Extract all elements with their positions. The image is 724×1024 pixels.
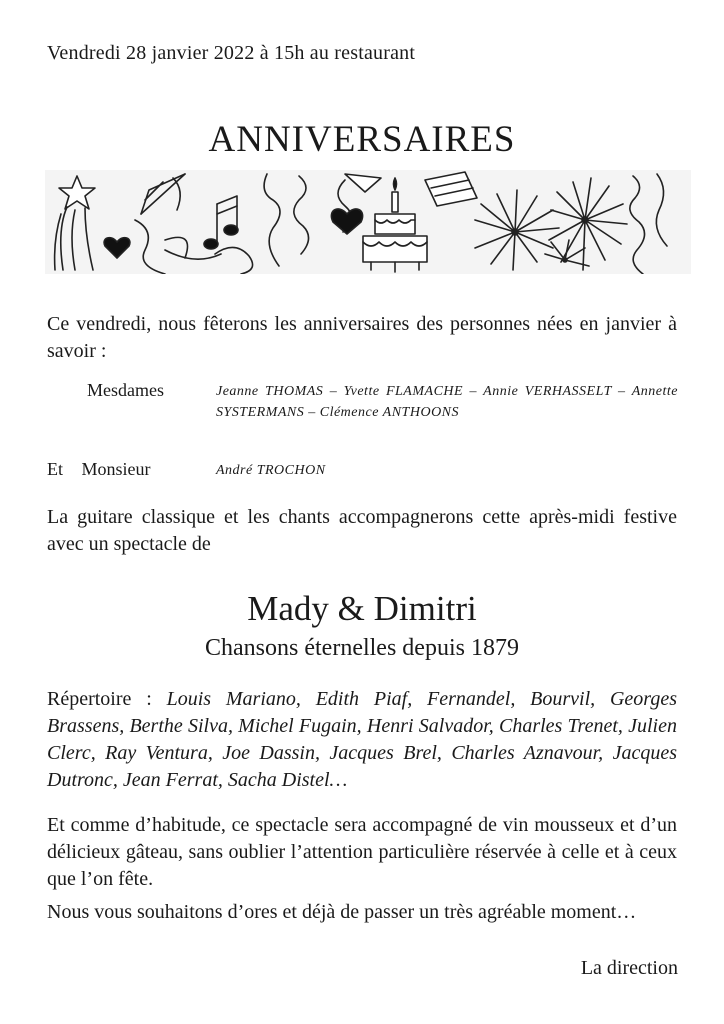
flag-icon — [141, 174, 185, 214]
heart-icon — [331, 209, 362, 234]
intro-paragraph: Ce vendredi, nous fêterons les anniversaires des personnes nées en janvier à savoir : — [47, 313, 677, 362]
men-label: Et Monsieur — [47, 459, 151, 479]
closing-paragraph: Et comme d’habitude, ce spectacle sera accompagné de vin mousseux et d’un délicieux gâteau, sans oublier l’attention particulière réservée à celle et à ceux que l’on fête. — [47, 814, 677, 890]
artist-name: Mady & Dimitri — [247, 589, 477, 628]
men-names: André TROCHON — [216, 463, 326, 478]
women-names: Jeanne THOMAS – Yvette FLAMACHE – Annie VERHASSELT – Annette SYSTERMANS – Clémence ANTHOONS — [216, 384, 678, 420]
heart-icon — [104, 238, 130, 258]
wishes-paragraph: Nous vous souhaitons d’ores et déjà de passer un très agréable moment… — [47, 901, 637, 923]
firework-icon — [475, 178, 627, 270]
flag-icon — [345, 172, 477, 206]
women-label: Mesdames — [87, 380, 164, 400]
page-title: ANNIVERSAIRES — [208, 119, 516, 160]
birthday-cake-icon — [363, 178, 427, 272]
repertoire-paragraph — [47, 686, 677, 794]
music-note-icon — [204, 196, 238, 249]
announcement-paragraph: La guitare classique et les chants accompagnerons cette après-midi festive avec un spectacle de — [47, 506, 677, 555]
event-dateline: Vendredi 28 janvier 2022 à 15h au restaurant — [47, 42, 416, 64]
show-subtitle: Chansons éternelles depuis 1879 — [205, 635, 519, 661]
signature: La direction — [580, 957, 678, 979]
repertoire-label: Répertoire : — [47, 688, 167, 710]
repertoire-list: Louis Mariano, Edith Piaf, Fernandel, Bourvil, Georges Brassens, Berthe Silva, Michel Fugain, Henri Salvador, Charles Trenet, Julien Clerc, Ray Ventura, Joe Dassin, Jacques Brel, Charles Aznavour, Jacques Dutronc, Jean Ferrat, Sacha Distel… — [47, 688, 677, 791]
star-icon — [55, 176, 95, 270]
celebration-banner — [45, 170, 691, 274]
